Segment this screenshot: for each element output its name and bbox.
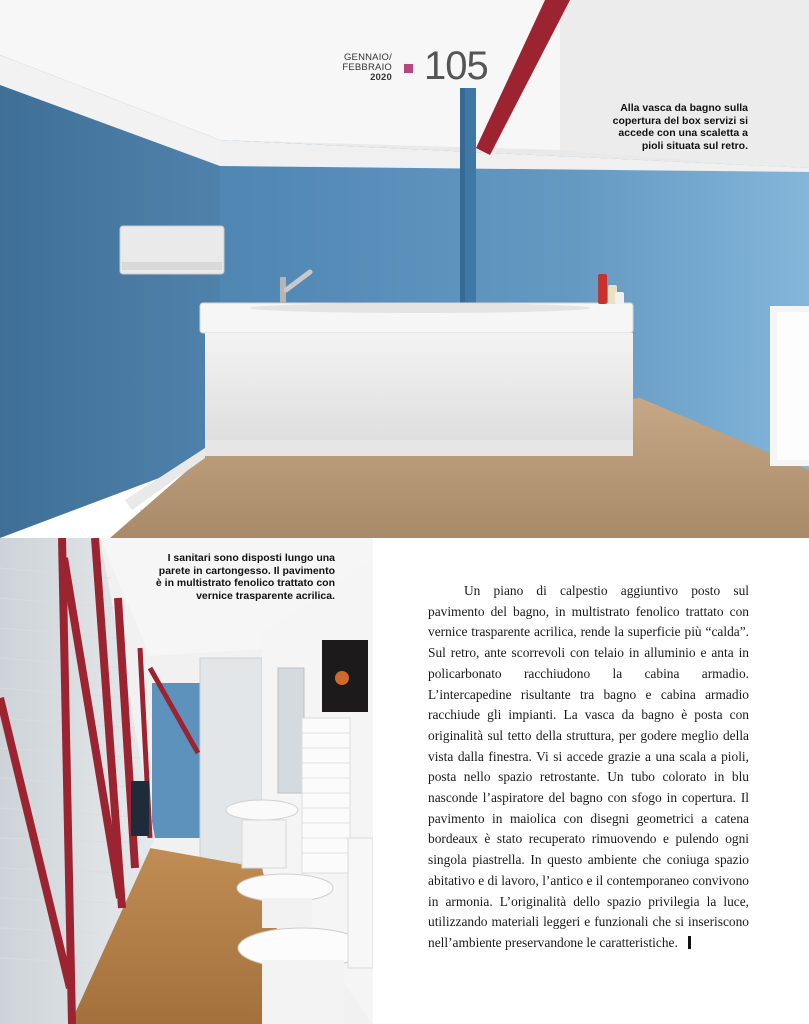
issue-year: 2020 (370, 72, 392, 83)
end-of-article-icon (688, 936, 691, 949)
page-number: 105 (424, 44, 488, 88)
bottom-photo (0, 538, 373, 1024)
issue-month: GENNAIO/ FEBBRAIO (342, 52, 392, 73)
article-body-text: Un piano di calpestio aggiuntivo posto sul pavimento del bagno, in multistrato fenolico trattato con vernice trasparente acrilica, rende la superficie più “calda”. Sul retro, ante scorrevoli con telaio in alluminio e anta in policarbonato racchiudono la cabina armadio. L’intercapedine risultante tra bagno e cabina armadio racchiude gli impianti. La vasca da bagno è posta con originalità sul tetto della struttura, per godere meglio della vista dalla finestra. Vi si accede grazie a una scala a pioli, posta nello spazio retrostante. Un tubo colorato in blu nasconde l’aspiratore del bagno con sfogo in copertura. Il pavimento in maiolica con disegni geometrici a catena bordeaux è stato recuperato rimuovendo e pulendo ogni singola piastrella. In questo ambiente che coniuga spazio abitativo e di lavoro, l’antico e il contemporaneo convivono in armonia. L’originalità dello spazio privilegia la luce, utilizzando materiali leggeri e funzionali che si inseriscono nell’ambiente preservandone le caratteristiche. (428, 583, 749, 950)
top-photo-caption: Alla vasca da bagno sulla copertura del box servizi si accede con una scaletta a pioli situata sul retro. (612, 102, 748, 152)
square-bullet-icon (404, 64, 413, 73)
article-body (428, 581, 749, 954)
bottom-photo-caption: I sanitari sono disposti lungo una parete in cartongesso. Il pavimento è in multistrato fenolico trattato con vernice trasparente acrilica. (155, 552, 335, 602)
issue-date (330, 53, 392, 83)
sanitary-corridor-photo-illustration (0, 538, 373, 1024)
